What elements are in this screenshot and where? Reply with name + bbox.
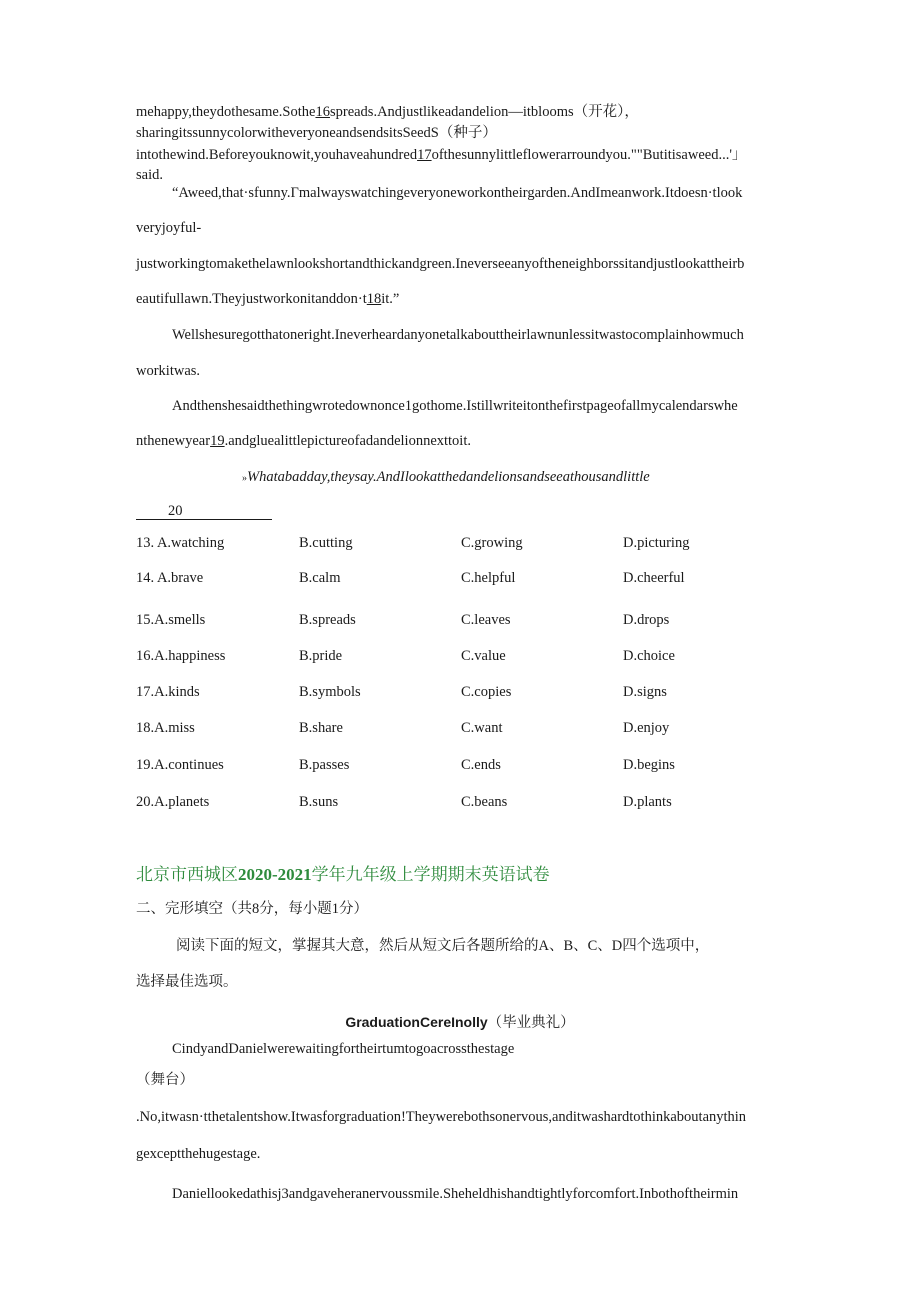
option-row xyxy=(136,794,756,812)
option-a: 18.A.miss xyxy=(136,720,195,736)
option-b: B.passes xyxy=(299,757,350,773)
passage-line-13: »Whatabadday,theysay.AndIlookatthedandelionsandseeathousandlittle xyxy=(242,469,650,485)
option-a: 13. A.watching xyxy=(136,535,225,551)
option-d: D.picturing xyxy=(623,535,690,551)
passage-line-7: justworkingtomakethelawnlookshortandthickandgreen.Ineverseeanyoftheneighborssitandjustlookattheirb xyxy=(136,256,745,272)
passage-line-6: veryjoyful- xyxy=(136,220,202,236)
option-b: B.spreads xyxy=(299,612,356,628)
blank-18: 18 xyxy=(366,291,382,307)
option-b: B.share xyxy=(299,720,343,736)
passage-line-8: eautifullawn.Theyjustworkonitanddon·t18it.” xyxy=(136,291,400,307)
option-row xyxy=(136,684,756,702)
option-row xyxy=(136,535,756,553)
option-a: 20.A.planets xyxy=(136,794,210,810)
passage-heading: GraduationCereInolly（毕业典礼） xyxy=(345,1014,575,1031)
option-d: D.drops xyxy=(623,612,670,628)
option-row xyxy=(136,648,756,666)
option-row xyxy=(136,720,756,738)
option-b: B.cutting xyxy=(299,535,353,551)
option-c: C.copies xyxy=(461,684,512,700)
passage-line-12: nthenewyear19.andgluealittlepictureofadandelionnexttoit. xyxy=(136,433,471,449)
instruction-line-1: 阅读下面的短文，掌握其大意，然后从短文后各题所给的A、B、C、D四个选项中， xyxy=(176,938,710,954)
passage-line-2: sharingitssunnycolorwitheveryoneandsendsitsSeedS（种子） xyxy=(136,125,497,141)
option-row xyxy=(136,570,756,588)
option-a: 14. A.brave xyxy=(136,570,204,586)
passage-line-11: Andthenshesaidthethingwrotedownonce1gothome.Istillwriteitonthefirstpageofallmycalendarswhe xyxy=(172,398,738,414)
passage-line-9: Wellshesuregotthatoneright.Ineverheardanyonetalkabouttheirlawnunlessitwastocomplainhowmuch xyxy=(172,327,744,343)
option-d: D.signs xyxy=(623,684,667,700)
option-c: C.helpful xyxy=(461,570,516,586)
option-a: 16.A.happiness xyxy=(136,648,226,664)
option-d: D.plants xyxy=(623,794,672,810)
option-b: B.calm xyxy=(299,570,341,586)
instruction-line-2: 选择最佳选项。 xyxy=(136,974,238,990)
option-c: C.leaves xyxy=(461,612,511,628)
option-c: C.want xyxy=(461,720,503,736)
section-part-label: 二、完形填空（共8分，每小题1分） xyxy=(136,901,368,917)
option-c: C.beans xyxy=(461,794,508,810)
passage-line-1: mehappy,theydothesame.Sothe16spreads.Andjustlikeadandelion—itblooms（开花）， xyxy=(136,104,639,120)
passage2-line-5: Daniellookedathisj3andgaveheranervoussmile.Sheheldhishandtightlyforcomfort.Inbothoftheirmin xyxy=(172,1186,739,1202)
blank-17: 17 xyxy=(417,147,432,163)
option-d: D.cheerful xyxy=(623,570,685,586)
blank-20: 20 xyxy=(136,503,272,520)
option-d: D.enjoy xyxy=(623,720,670,736)
passage2-line-4: gexceptthehugestage. xyxy=(136,1146,261,1162)
passage-line-4: said. xyxy=(136,167,163,183)
exam-title: 北京市西城区2020-2021学年九年级上学期期末英语试卷 xyxy=(136,865,550,884)
option-c: C.ends xyxy=(461,757,501,773)
blank-16: 16 xyxy=(315,104,330,120)
passage2-line-3: .No,itwasn·tthetalentshow.Itwasforgraduation!Theywerebothsonervous,anditwashardtothinkaboutanythin xyxy=(136,1109,747,1125)
passage-line-10: workitwas. xyxy=(136,363,201,379)
option-a: 15.A.smells xyxy=(136,612,206,628)
option-c: C.value xyxy=(461,648,506,664)
option-d: D.choice xyxy=(623,648,675,664)
quote-mark: » xyxy=(242,473,247,484)
passage-line-5: “Aweed,that·sfunny.Γmalwayswatchingeveryoneworkontheirgarden.AndImeanwork.Itdoesn·tlook xyxy=(172,185,743,201)
option-c: C.growing xyxy=(461,535,523,551)
passage-line-3: intothewind.Beforeyouknowit,youhaveahundred17ofthesunnylittleflowerarroundyou.""Butitisaweed...'」 xyxy=(136,147,747,163)
option-b: B.suns xyxy=(299,794,339,810)
option-d: D.begins xyxy=(623,757,675,773)
option-b: B.symbols xyxy=(299,684,361,700)
option-row xyxy=(136,757,756,775)
passage2-line-2: （舞台） xyxy=(136,1072,194,1088)
option-row xyxy=(136,612,756,630)
blank-19: 19 xyxy=(210,433,225,449)
option-b: B.pride xyxy=(299,648,343,664)
passage2-line-1: CindyandDanielwerewaitingfortheirtumtogoacrossthestage xyxy=(172,1041,515,1057)
option-a: 17.A.kinds xyxy=(136,684,200,700)
option-a: 19.A.continues xyxy=(136,757,224,773)
